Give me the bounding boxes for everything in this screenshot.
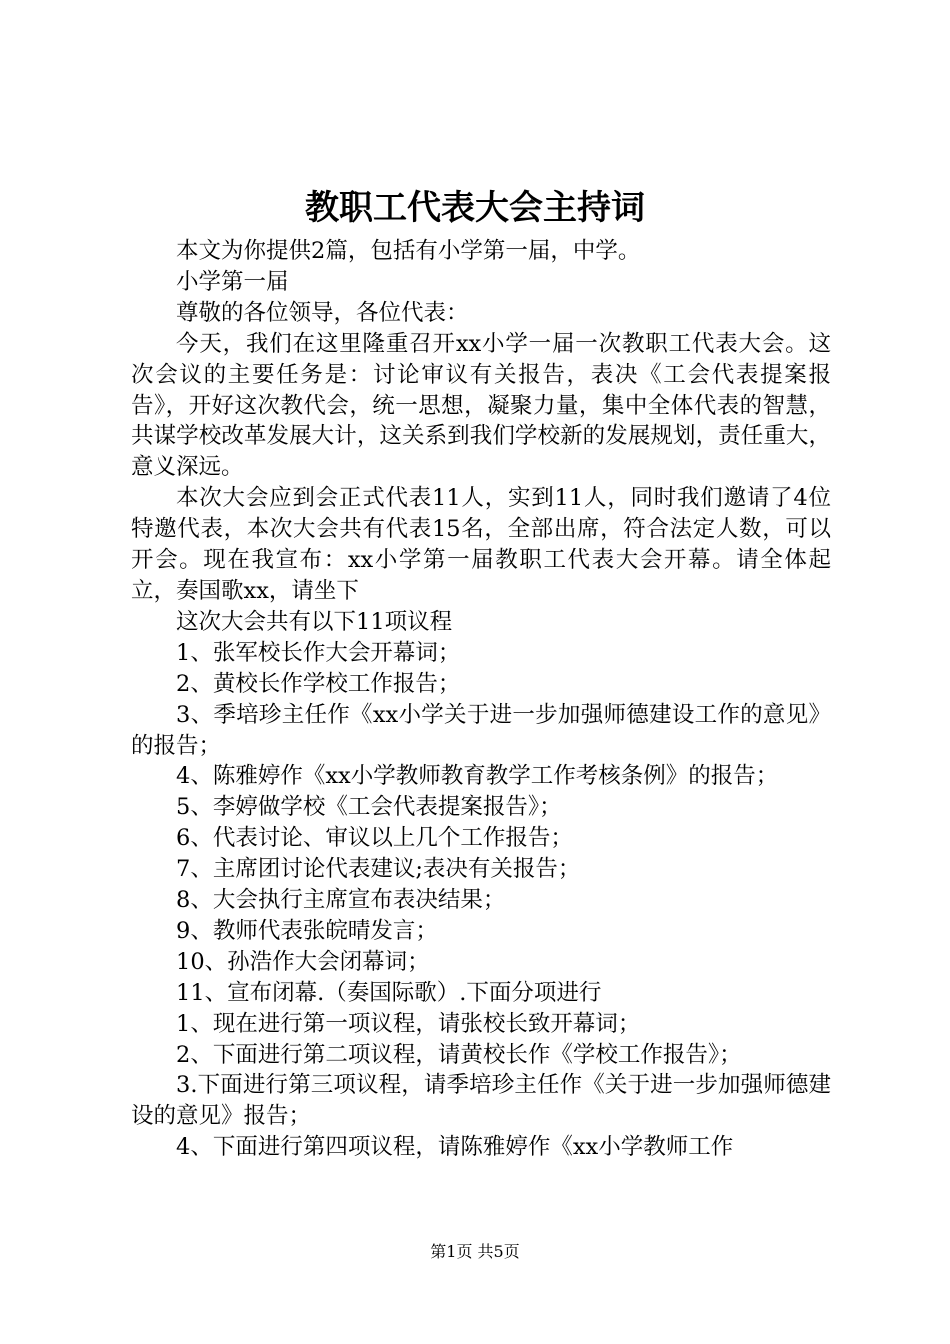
paragraph-section-heading: 小学第一届	[176, 268, 289, 295]
proceeding-item: 3.下面进行第三项议程，请季培珍主任作《关于进一步加强师德建设的意见》报告；	[131, 1072, 831, 1130]
proceeding-item: 4、下面进行第四项议程，请陈雅婷作《xx小学教师工作	[176, 1134, 734, 1161]
page-number: 第1页 共5页	[430, 1242, 520, 1261]
paragraph-opening: 今天，我们在这里隆重召开xx小学一届一次教职工代表大会。这次会议的主要任务是：讨论审议有关报告，表决《工会代表提案报告》，开好这次教代会，统一思想，凝聚力量，集中全体代表的智慧，共谋学校改革发展大计，这关系到我们学校新的发展规划，责任重大，意义深远。	[131, 330, 831, 481]
agenda-item: 4、陈雅婷作《xx小学教师教育教学工作考核条例》的报告；	[176, 763, 779, 790]
paragraph-agenda-intro: 这次大会共有以下11项议程	[176, 608, 453, 635]
agenda-item: 3、季培珍主任作《xx小学关于进一步加强师德建设工作的意见》的报告；	[131, 701, 831, 759]
paragraph-attendance: 本次大会应到会正式代表11人，实到11人，同时我们邀请了4位特邀代表，本次大会共有代表15名，全部出席，符合法定人数，可以开会。现在我宣布：xx小学第一届教职工代表大会开幕。请全体起立，奏国歌xx，请坐下	[131, 485, 831, 604]
paragraph-intro: 本文为你提供2篇，包括有小学第一届，中学。	[176, 238, 641, 264]
proceeding-item: 2、下面进行第二项议程，请黄校长作《学校工作报告》；	[176, 1041, 742, 1068]
agenda-item: 1、张军校长作大会开幕词；	[176, 639, 461, 666]
agenda-item: 8、大会执行主席宣布表决结果；	[176, 887, 506, 914]
paragraph-salutation: 尊敬的各位领导，各位代表：	[176, 299, 469, 326]
agenda-item: 9、教师代表张皖晴发言；	[176, 917, 438, 944]
agenda-item: 10、孙浩作大会闭幕词；	[176, 948, 430, 975]
document-body	[131, 236, 831, 1163]
proceeding-item: 1、现在进行第一项议程，请张校长致开幕词；	[176, 1010, 641, 1037]
agenda-item: 7、主席团讨论代表建议;表决有关报告；	[176, 856, 581, 883]
agenda-item: 6、代表讨论、审议以上几个工作报告；	[176, 825, 573, 852]
agenda-item: 2、黄校长作学校工作报告；	[176, 670, 461, 697]
agenda-item: 11、宣布闭幕.（奏国际歌）.下面分项进行	[176, 979, 602, 1006]
agenda-item: 5、李婷做学校《工会代表提案报告》；	[176, 794, 562, 821]
document-title: 教职工代表大会主持词	[305, 188, 645, 228]
